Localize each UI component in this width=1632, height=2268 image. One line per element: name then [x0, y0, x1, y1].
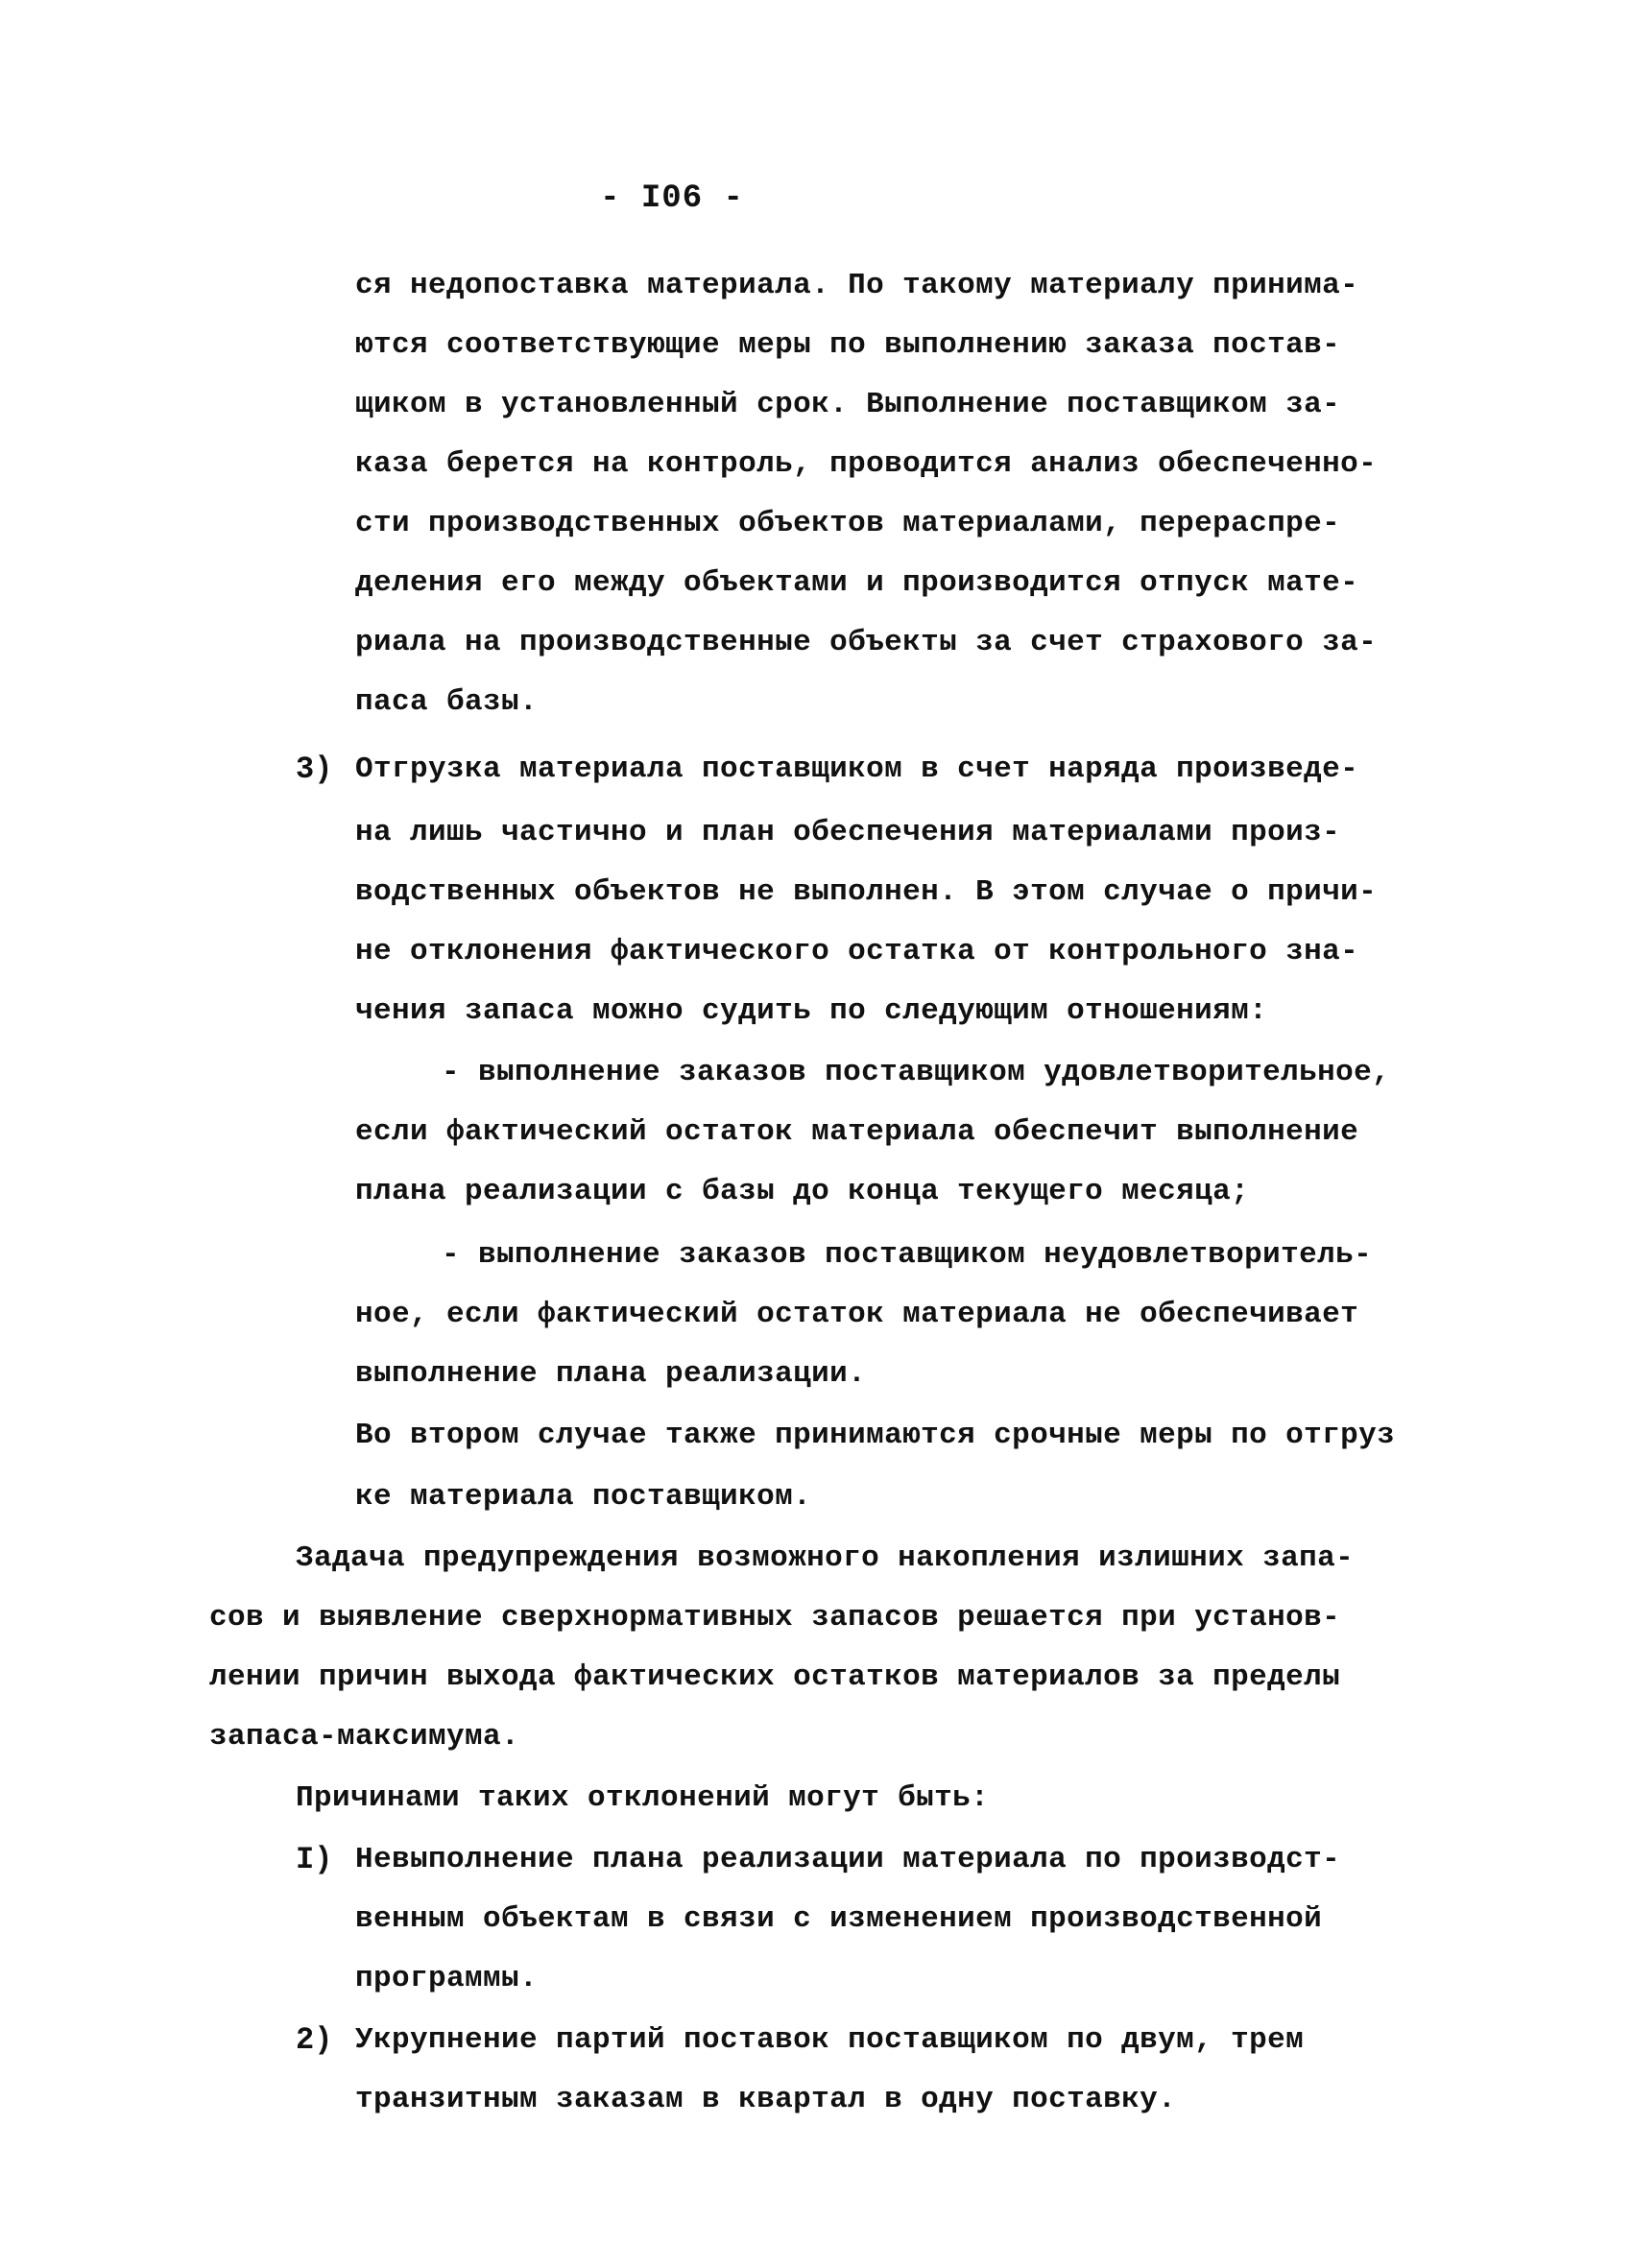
- text-line: щиком в установленный срок. Выполнение поставщиком за-: [355, 388, 1341, 421]
- text-line: на лишь частично и план обеспечения материалами произ-: [355, 816, 1341, 849]
- text-line: ся недопоставка материала. По такому материалу принима-: [355, 269, 1359, 302]
- text-line: выполнение плана реализации.: [355, 1357, 867, 1391]
- text-line: не отклонения фактического остатка от контрольного зна-: [355, 935, 1359, 968]
- text-line: программы.: [355, 1962, 539, 1995]
- text-line: Во втором случае также принимаются срочные меры по отгруз: [355, 1419, 1396, 1452]
- text-line: деления его между объектами и производится отпуск мате-: [355, 566, 1359, 600]
- page-number: - I06 -: [600, 180, 744, 217]
- text-line: сов и выявление сверхнормативных запасов решается при установ-: [209, 1601, 1341, 1635]
- text-line: паса базы.: [355, 685, 539, 719]
- text-line: Задача предупреждения возможного накопления излишних запа-: [296, 1541, 1355, 1575]
- text-line: - выполнение заказов поставщиком удовлетворительное,: [442, 1056, 1391, 1089]
- text-line: каза берется на контроль, проводится анализ обеспеченно-: [355, 447, 1378, 481]
- text-line: венным объектам в связи с изменением производственной: [355, 1902, 1323, 1936]
- text-line: риала на производственные объекты за счет страхового за-: [355, 626, 1378, 659]
- text-line: запаса-максимума.: [209, 1720, 520, 1754]
- text-line: Отгрузка материала поставщиком в счет наряда произведе-: [355, 752, 1359, 786]
- list-marker: I): [296, 1842, 333, 1877]
- text-line: ке материала поставщиком.: [355, 1480, 812, 1514]
- text-line: водственных объектов не выполнен. В этом случае о причи-: [355, 875, 1378, 909]
- text-line: лении причин выхода фактических остатков материалов за пределы: [209, 1660, 1341, 1694]
- text-line: Причинами таких отклонений могут быть:: [296, 1781, 990, 1815]
- list-marker: 3): [296, 752, 333, 787]
- text-line: транзитным заказам в квартал в одну поставку.: [355, 2083, 1177, 2116]
- list-marker: 2): [296, 2022, 333, 2058]
- text-line: плана реализации с базы до конца текущего месяца;: [355, 1175, 1250, 1208]
- text-line: ное, если фактический остаток материала не обеспечивает: [355, 1298, 1359, 1331]
- text-line: чения запаса можно судить по следующим отношениям:: [355, 994, 1268, 1028]
- text-line: Укрупнение партий поставок поставщиком по двум, трем: [355, 2023, 1305, 2057]
- text-line: Невыполнение плана реализации материала по производст-: [355, 1843, 1341, 1876]
- text-line: ются соответствующие меры по выполнению заказа постав-: [355, 328, 1341, 362]
- text-line: если фактический остаток материала обеспечит выполнение: [355, 1115, 1359, 1149]
- text-line: - выполнение заказов поставщиком неудовлетворитель-: [442, 1238, 1373, 1272]
- text-line: сти производственных объектов материалами, перераспре-: [355, 507, 1341, 540]
